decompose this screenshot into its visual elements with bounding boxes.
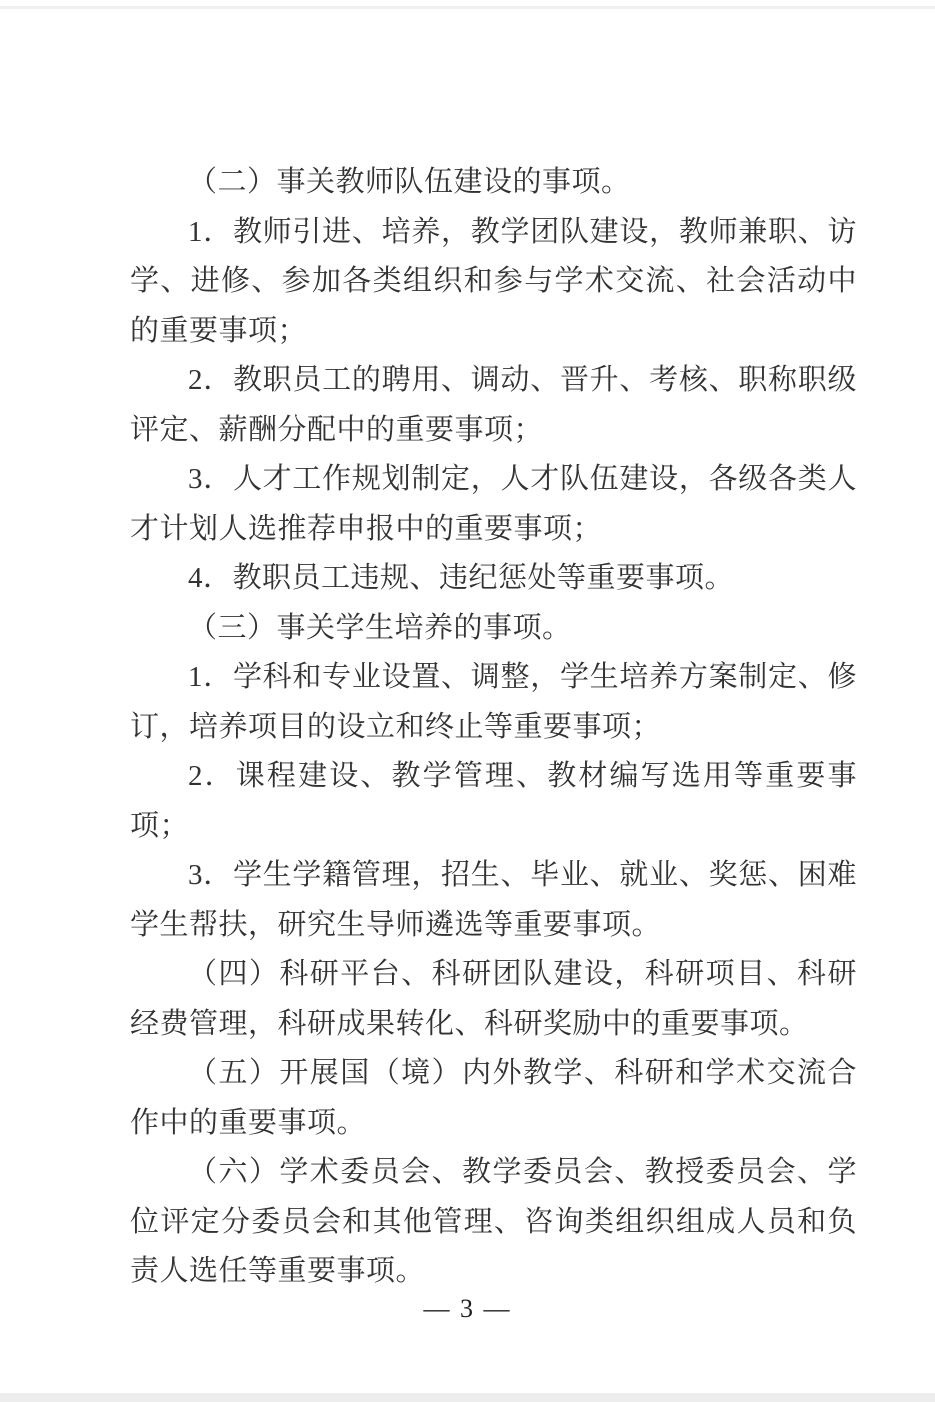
document-paragraph: （三）事关学生培养的事项。 [188,611,572,644]
document-paragraph: （五）开展国（境）内外教学、科研和学术交流合作中的重要事项。 [130,1057,857,1139]
document-paragraph: 1．学科和专业设置、调整，学生培养方案制定、修订，培养项目的设立和终止等重要事项； [130,661,857,743]
document-paragraph: 1．教师引进、培养，教学团队建设，教师兼职、访学、进修、参加各类组织和参与学术交流、社会活动中的重要事项； [130,215,857,347]
document-paragraph: （六）学术委员会、教学委员会、教授委员会、学位评定分委员会和其他管理、咨询类组织组成人员和负责人选任等重要事项。 [130,1156,857,1287]
document-paragraph: （四）科研平台、科研团队建设，科研项目、科研经费管理，科研成果转化、科研奖励中的重要事项。 [130,958,857,1040]
document-text-block [130,158,857,1297]
document-paragraph: 3．学生学籍管理，招生、毕业、就业、奖惩、困难学生帮扶，研究生导师遴选等重要事项。 [130,859,857,941]
scan-edge-top [0,6,935,9]
scan-edge-bottom [0,1393,935,1402]
document-paragraph: （二）事关教师队伍建设的事项。 [188,166,631,198]
document-paragraph: 4．教职员工违规、违纪惩处等重要事项。 [188,562,735,594]
document-paragraph: 2．课程建设、教学管理、教材编写选用等重要事项； [130,760,857,842]
document-paragraph: 3．人才工作规划制定，人才队伍建设，各级各类人才计划人选推荐申报中的重要事项； [130,463,857,545]
page-number: — 3 — [423,1294,512,1323]
document-paragraph: 2．教职员工的聘用、调动、晋升、考核、职称职级评定、薪酬分配中的重要事项； [130,364,857,446]
